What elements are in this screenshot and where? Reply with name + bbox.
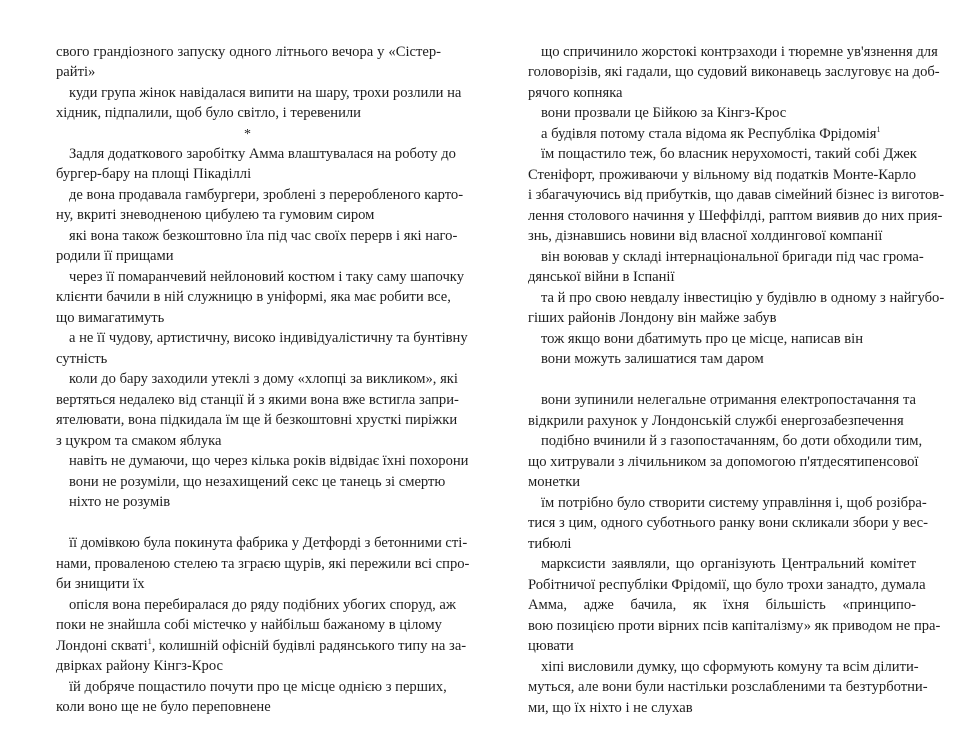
text-line: що вимагатимуть bbox=[56, 310, 165, 326]
text-line: з цукром та смаком яблука bbox=[56, 433, 222, 449]
line-start: Лондоні скваті bbox=[56, 638, 148, 654]
text-line: Амма, адже бачила, як їхня більшість «принципо- bbox=[528, 597, 916, 613]
text-line: нами, проваленою стелею та зграєю щурів, які пережили всі спро- bbox=[56, 556, 470, 572]
text-line: що хитрували з лічильником за допомогою п'ятдесятипенсової bbox=[528, 454, 919, 470]
text-line: ми, що їх ніхто і не слухав bbox=[528, 700, 693, 716]
text-line: які вона також безкоштовно їла під час своїх перерв і які наго- bbox=[69, 228, 458, 244]
text-line: Задля додаткового заробітку Амма влаштувалася на роботу до bbox=[69, 146, 456, 162]
text-line: опісля вона перебиралася до ряду подібних убогих споруд, аж bbox=[69, 597, 456, 613]
line-end: , колишній офісній будівлі радянського типу на за- bbox=[151, 638, 467, 654]
text-line: куди група жінок навідалася випити на шару, трохи розлили на bbox=[69, 85, 462, 101]
text-line: коли воно ще не було переповнене bbox=[56, 699, 271, 715]
footnote-ref: 1 bbox=[147, 637, 152, 646]
text-line: знь, дізнавшись новини від власної холдингової компанії bbox=[528, 228, 883, 244]
text-line: а не її чудову, артистичну, високо індивідуалістичну та бунтівну bbox=[69, 330, 468, 346]
text-line: вони зупинили нелегальне отримання електропостачання та bbox=[541, 392, 916, 408]
text-line: би знищити їх bbox=[56, 576, 145, 592]
text-line: свого грандіозного запуску одного літнього вечора у «Сістер- bbox=[56, 44, 441, 60]
text-line: цювати bbox=[528, 638, 574, 654]
line-text: а будівля потому стала відома як Республіка Фрідомія bbox=[541, 126, 877, 142]
text-line: їм пощастило теж, бо власник нерухомості, такий собі Джек bbox=[541, 146, 917, 162]
text-line: монетки bbox=[528, 474, 581, 490]
text-line: Робітничої республіки Фрідомії, що було трохи занадто, думала bbox=[528, 577, 926, 593]
text-line-with-footnote bbox=[541, 125, 929, 144]
text-line: через її помаранчевий нейлоновий костюм і таку саму шапочку bbox=[69, 269, 464, 285]
text-line: дянської війни в Іспанії bbox=[528, 269, 675, 285]
text-line: вертяться недалеко від станції й з якими вона вже встигла запри- bbox=[56, 392, 459, 408]
text-line: тибюлі bbox=[528, 536, 572, 552]
text-line: відкрили рахунок у Лондонській службі енергозабезпечення bbox=[528, 413, 904, 429]
text-line: він воював у складі інтернаціональної бригади під час грома- bbox=[541, 249, 924, 265]
text-line: навіть не думаючи, що через кілька років відвідає їхні похорони bbox=[69, 453, 469, 469]
text-line: родили її прищами bbox=[56, 248, 174, 264]
text-line: лення столового начиння у Шеффілді, раптом виявив до них прия- bbox=[528, 208, 943, 224]
text-line: коли до бару заходили утеклі з дому «хлопці за викликом», які bbox=[69, 371, 458, 387]
footnote-ref: 1 bbox=[876, 125, 881, 134]
text-line: вони можуть залишатися там даром bbox=[541, 351, 764, 367]
text-line: ніхто не розумів bbox=[69, 494, 171, 510]
text-line: головорізів, які гадали, що судовий виконавець заслуговує на доб- bbox=[528, 64, 940, 80]
text-line: бургер-бару на площі Пікаділлі bbox=[56, 166, 252, 182]
text-line: райті» bbox=[56, 64, 96, 80]
text-line: рячого копняка bbox=[528, 85, 623, 101]
text-line: поки не знайшла собі містечко у найбільш бажаному в цілому bbox=[56, 617, 442, 633]
text-line: хіпі висловили думку, що сформують комуну та всім ділити- bbox=[541, 659, 919, 675]
text-line: вони прозвали це Бійкою за Кінгз-Крос bbox=[541, 105, 787, 121]
text-line: вою позицією проти вірних псів капіталізму» як приводом не пра- bbox=[528, 618, 941, 634]
text-line: її домівкою була покинута фабрика у Детфорді з бетонними сті- bbox=[69, 535, 468, 551]
text-line: та й про свою невдалу інвестицію у будівлю в одному з найгубо- bbox=[541, 290, 945, 306]
text-line: клієнти бачили в ній служницю в уніформі, яка має робити все, bbox=[56, 289, 451, 305]
text-line: подібно вчинили й з газопостачанням, бо доти обходили тим, bbox=[541, 433, 923, 449]
text-line: муться, але вони були настільки розслабленими та безтурботни- bbox=[528, 679, 928, 695]
text-line: що спричинило жорстокі контрзаходи і тюремне ув'язнення для bbox=[541, 44, 938, 60]
text-line: їм потрібно було створити систему управління і, щоб розібра- bbox=[541, 495, 927, 511]
text-line: де вона продавала гамбургери, зроблені з переробленого карто- bbox=[69, 187, 464, 203]
text-line: сутність bbox=[56, 351, 108, 367]
section-separator: * bbox=[244, 127, 251, 142]
text-line: хідник, підпалили, щоб було світло, і теревенили bbox=[56, 105, 361, 121]
text-line: і збагачуючись від прибутків, що давав сімейний бізнес із виготов- bbox=[528, 187, 945, 203]
text-line: вони не розуміли, що незахищений секс це танець зі смертю bbox=[69, 474, 446, 490]
text-line: гіших районів Лондону він майже забув bbox=[528, 310, 777, 326]
text-line: їй добряче пощастило почути про це місце однією з перших, bbox=[69, 679, 447, 695]
text-line: ну, вкриті зневодненою цибулею та гумовим сиром bbox=[56, 207, 375, 223]
text-line: ятелювати, вона підкидала їм ще й безкоштовні хрусткі пиріжки bbox=[56, 412, 458, 428]
text-line: тися з цим, одного суботнього ранку вони скликали збори у вес- bbox=[528, 515, 929, 531]
text-line: тож якщо вони дбатимуть про це місце, написав він bbox=[541, 331, 864, 347]
text-line: двірках району Кінгз-Крос bbox=[56, 658, 223, 674]
text-line: марксисти заявляли, що організують Центральний комітет bbox=[541, 556, 916, 572]
text-line: Стеніфорт, проживаючи у вільному від податків Монте-Карло bbox=[528, 167, 916, 183]
